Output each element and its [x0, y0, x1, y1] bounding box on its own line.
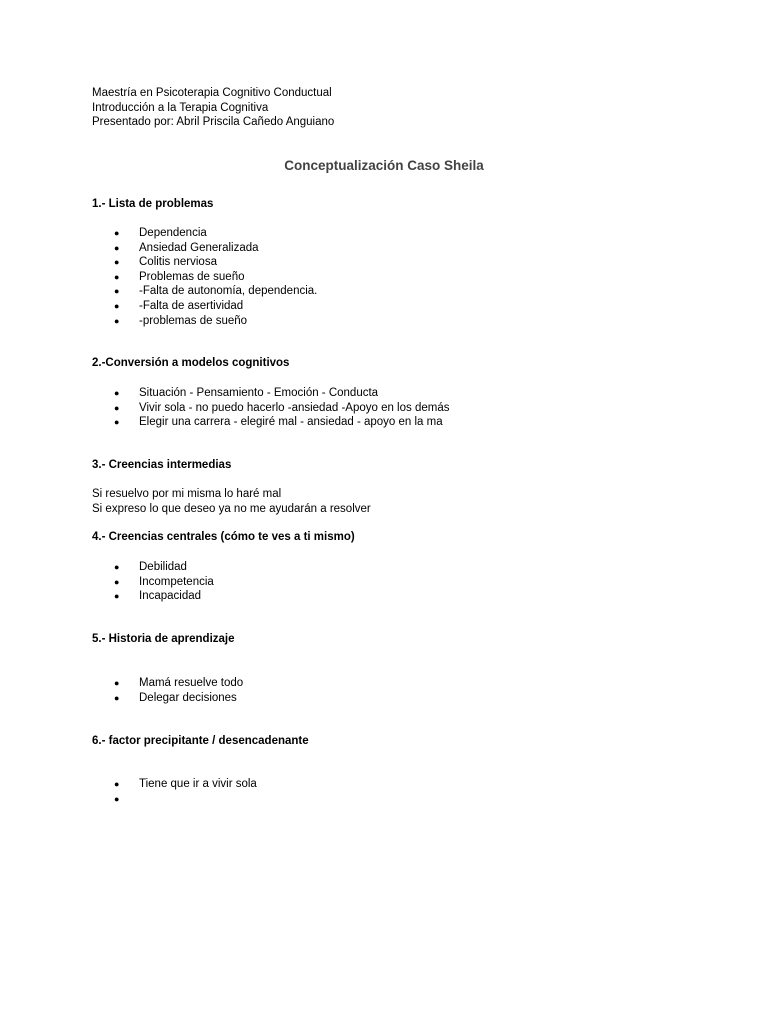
bullet-icon: ● — [114, 257, 120, 268]
bullet-icon: ● — [114, 793, 120, 804]
bullet-icon: ● — [114, 315, 120, 326]
list-item: ● Dependencia — [114, 227, 207, 239]
section-heading-problem-list: 1.- Lista de problemas — [92, 198, 214, 210]
list-item — [92, 792, 257, 807]
intermediate-beliefs-text — [92, 487, 371, 516]
bullet-icon: ● — [114, 417, 120, 428]
list-item: ● -Falta de autonomía, dependencia. — [114, 285, 318, 298]
bullet-icon: ● — [114, 779, 120, 789]
list-item: ● Vivir sola - no puedo hacerlo -ansiedad -Apoyo en los demás — [114, 401, 450, 414]
header-line-author: Presentado por: Abril Priscila Cañedo Anguiano — [92, 116, 335, 129]
bullet-icon: ● — [114, 591, 120, 602]
core-beliefs-list — [92, 560, 214, 604]
document-header — [92, 86, 334, 130]
bullet-icon: ● — [114, 271, 120, 282]
list-item: ● Elegir una carrera - elegiré mal - ansiedad - apoyo en la ma — [114, 416, 443, 429]
list-item: ● Delegar decisiones — [114, 691, 237, 704]
list-item: ● -Falta de asertividad — [114, 299, 244, 312]
problem-list — [92, 226, 317, 328]
section-heading-core-beliefs: 4.- Creencias centrales (cómo te ves a ti mismo) — [92, 531, 355, 543]
bullet-icon: ● — [114, 286, 120, 297]
list-item: ● -problemas de sueño — [114, 314, 248, 327]
bullet-icon: ● — [114, 242, 120, 253]
bullet-icon: ● — [114, 228, 120, 238]
list-item: ● Situación - Pensamiento - Emoción - Conducta — [114, 387, 379, 399]
list-item: ● Ansiedad Generalizada — [114, 241, 259, 254]
section-heading-learning-history: 5.- Historia de aprendizaje — [92, 633, 235, 645]
list-item: ● Problemas de sueño — [114, 270, 245, 283]
list-item: ● Colitis nerviosa — [114, 256, 217, 269]
bullet-icon: ● — [114, 562, 120, 572]
bullet-icon: ● — [114, 388, 120, 398]
list-item: ● Incapacidad — [114, 590, 202, 603]
bullet-icon: ● — [114, 300, 120, 311]
header-line-course: Introducción a la Terapia Cognitiva — [92, 101, 269, 114]
list-item: ● Incompetencia — [114, 575, 214, 588]
precipitating-factor-list — [92, 777, 257, 806]
list-item: ● Debilidad — [114, 561, 187, 573]
document-title: Conceptualización Caso Sheila — [284, 158, 484, 173]
bullet-icon: ● — [114, 678, 120, 688]
bullet-icon: ● — [114, 402, 120, 413]
section-heading-cognitive-models: 2.-Conversión a modelos cognitivos — [92, 357, 290, 369]
paragraph-line: Si expreso lo que deseo ya no me ayudarán a resolver — [92, 502, 371, 515]
header-line-program: Maestría en Psicoterapia Cognitivo Conductual — [92, 87, 332, 99]
section-heading-intermediate-beliefs: 3.- Creencias intermedias — [92, 459, 232, 471]
bullet-icon: ● — [114, 576, 120, 587]
paragraph-line: Si resuelvo por mi misma lo haré mal — [92, 488, 282, 500]
list-item: ● Tiene que ir a vivir sola — [114, 778, 257, 790]
section-heading-precipitating-factor: 6.- factor precipitante / desencadenante — [92, 735, 309, 747]
list-item: ● Mamá resuelve todo — [114, 677, 244, 689]
cognitive-models-list — [92, 386, 449, 430]
bullet-icon: ● — [114, 692, 120, 703]
learning-history-list — [92, 676, 243, 705]
